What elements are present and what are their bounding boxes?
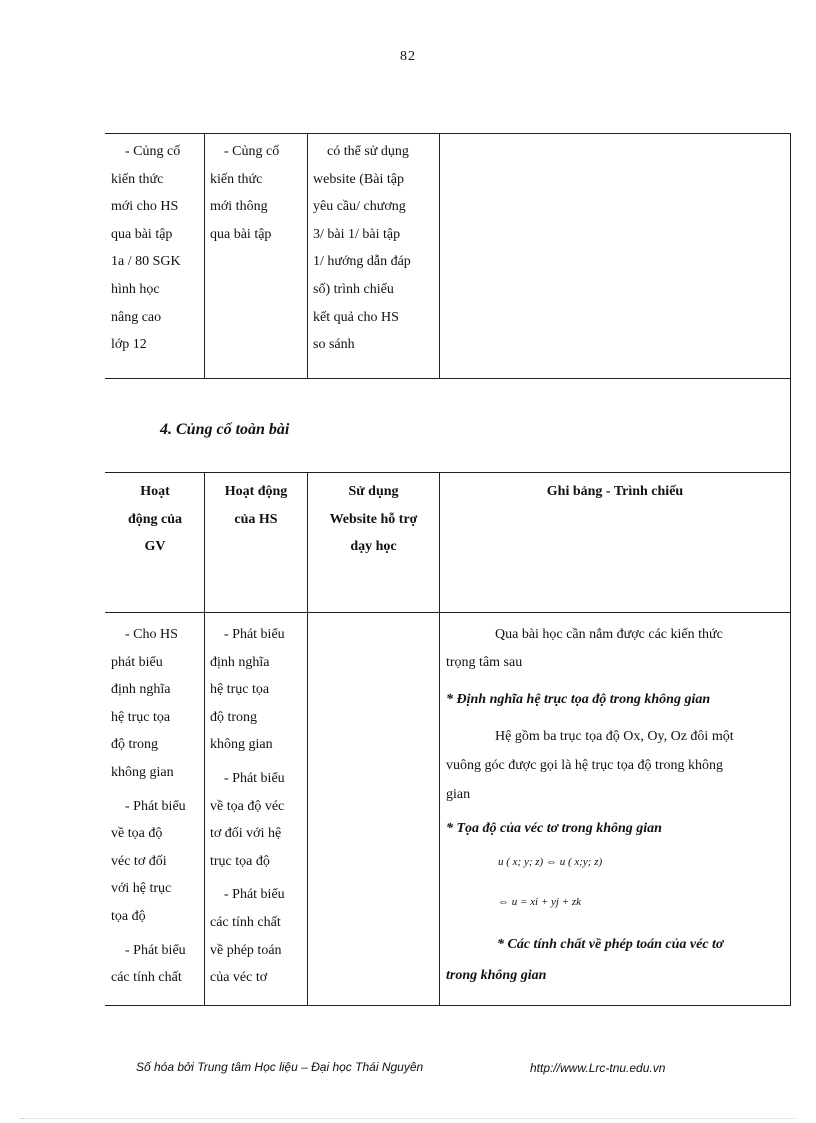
text-line: mới cho HS <box>111 199 179 215</box>
text-line: số) trình chiếu <box>313 281 394 297</box>
text-line: kiến thức <box>111 171 164 187</box>
footer-url[interactable]: http://www.Lrc-tnu.edu.vn <box>530 1061 666 1075</box>
column-divider <box>307 133 308 379</box>
header-line: Sử dụng <box>348 484 399 499</box>
text-line: về tọa độ véc <box>210 798 285 814</box>
subheading-properties-cont: trong không gian <box>446 968 547 983</box>
text-line: định nghĩa <box>210 654 270 670</box>
subheading-properties: * Các tính chất về phép toán của véc tơ <box>497 937 724 952</box>
footer-credit: Số hóa bởi Trung tâm Học liệu – Đại học Thái Nguyên <box>136 1060 424 1074</box>
header-row-divider <box>105 612 791 613</box>
text-line: các tính chất <box>111 970 182 986</box>
top-hs-cell <box>210 138 279 248</box>
text-line: mới thông <box>210 199 268 215</box>
header-gv <box>105 478 205 561</box>
text-line: - Phát biểu <box>224 770 285 786</box>
text-line: phát biểu <box>111 654 163 670</box>
text-line: về tọa độ <box>111 826 163 842</box>
header-line: Hoạt <box>140 484 170 499</box>
section-heading: 4. Củng cố toàn bài <box>160 421 290 438</box>
text-line: tọa độ <box>111 908 146 924</box>
header-line: động của <box>127 511 183 527</box>
table-border-bottom <box>105 378 791 379</box>
text-line: véc tơ đối <box>111 853 167 869</box>
page-bottom-divider <box>20 1118 796 1119</box>
gv-cell <box>111 621 186 992</box>
text-line: - Phát biểu <box>125 798 186 814</box>
text-line: qua bài tập <box>210 226 272 242</box>
header-line: Website hỗ trợ <box>329 511 418 527</box>
subheading-coordinates: * Tọa độ của véc tơ trong không gian <box>446 821 662 836</box>
column-divider <box>204 133 205 379</box>
text-line: - Củng cố <box>224 144 280 159</box>
header-website <box>308 478 439 561</box>
text-line: với hệ trục <box>111 881 172 897</box>
text-line: yêu cầu/ chương <box>313 199 406 215</box>
text-line: độ trong <box>210 709 258 725</box>
text-line: độ trong <box>111 737 159 753</box>
top-web-cell <box>313 138 411 359</box>
text-line: Qua bài học cần nắm được các kiến thức <box>495 627 723 642</box>
text-line: nâng cao <box>111 309 162 325</box>
table-border-right <box>790 472 791 1006</box>
table-border-bottom <box>105 1005 791 1006</box>
text-line: hệ trục tọa <box>111 709 171 725</box>
text-line: trọng tâm sau <box>446 655 523 670</box>
header-line: GV <box>144 539 166 555</box>
text-line: so sánh <box>313 337 355 353</box>
top-gv-cell <box>111 138 181 359</box>
header-line: dạy học <box>350 539 397 555</box>
text-line: qua bài tập <box>111 226 173 242</box>
text-line: có thể sử dụng <box>327 144 409 159</box>
table-border-top <box>105 133 791 134</box>
header-line: Ghi bảng - Trình chiếu <box>546 484 684 499</box>
table-border-top <box>105 472 791 473</box>
text-line: 1/ hướng dẫn đáp <box>313 254 411 270</box>
hs-cell <box>210 621 285 992</box>
text-line: lớp 12 <box>111 337 147 353</box>
text-line: hệ trục tọa <box>210 682 270 698</box>
text-line: - Phát biểu <box>224 627 285 642</box>
text-line: website (Bài tập <box>313 171 404 187</box>
text-line: 1a / 80 SGK <box>111 254 181 270</box>
text-line: không gian <box>210 737 273 753</box>
column-divider <box>439 472 440 1006</box>
text-line: không gian <box>111 764 174 780</box>
text-line: - Phát biểu <box>125 942 186 958</box>
text-line: kết quả cho HS <box>313 309 399 325</box>
table-border-right <box>790 133 791 473</box>
text-line: 3/ bài 1/ bài tập <box>313 226 401 242</box>
header-line: của HS <box>234 511 278 527</box>
subheading-definition: * Định nghĩa hệ trục tọa độ trong không gian <box>446 692 711 707</box>
text-line: của véc tơ <box>210 970 268 986</box>
text-line: kiến thức <box>210 171 263 187</box>
text-line: định nghĩa <box>111 682 171 698</box>
formula-line: u ( x; y; z) ⇔ u ( x;y; z) <box>498 856 603 868</box>
header-projection <box>440 478 790 506</box>
text-line: trục tọa độ <box>210 853 270 869</box>
text-line: gian <box>446 787 471 802</box>
text-line: các tính chất <box>210 914 281 930</box>
text-line: - Củng cố <box>125 144 181 159</box>
column-divider <box>439 133 440 379</box>
formula-line: ⇔ u = xi + yj + zk <box>498 896 582 908</box>
text-line: vuông góc được gọi là hệ trục tọa độ trong không <box>446 758 724 773</box>
text-line: về phép toán <box>210 942 282 958</box>
text-line: Hệ gồm ba trục tọa độ Ox, Oy, Oz đôi một <box>495 729 734 744</box>
header-line: Hoạt động <box>224 484 288 499</box>
text-line: - Phát biểu <box>224 887 285 903</box>
header-hs <box>205 478 307 533</box>
text-line: hình học <box>111 281 160 297</box>
page-number: 82 <box>400 49 416 64</box>
text-line: tơ đối với hệ <box>210 826 282 842</box>
text-line: - Cho HS <box>125 627 178 642</box>
